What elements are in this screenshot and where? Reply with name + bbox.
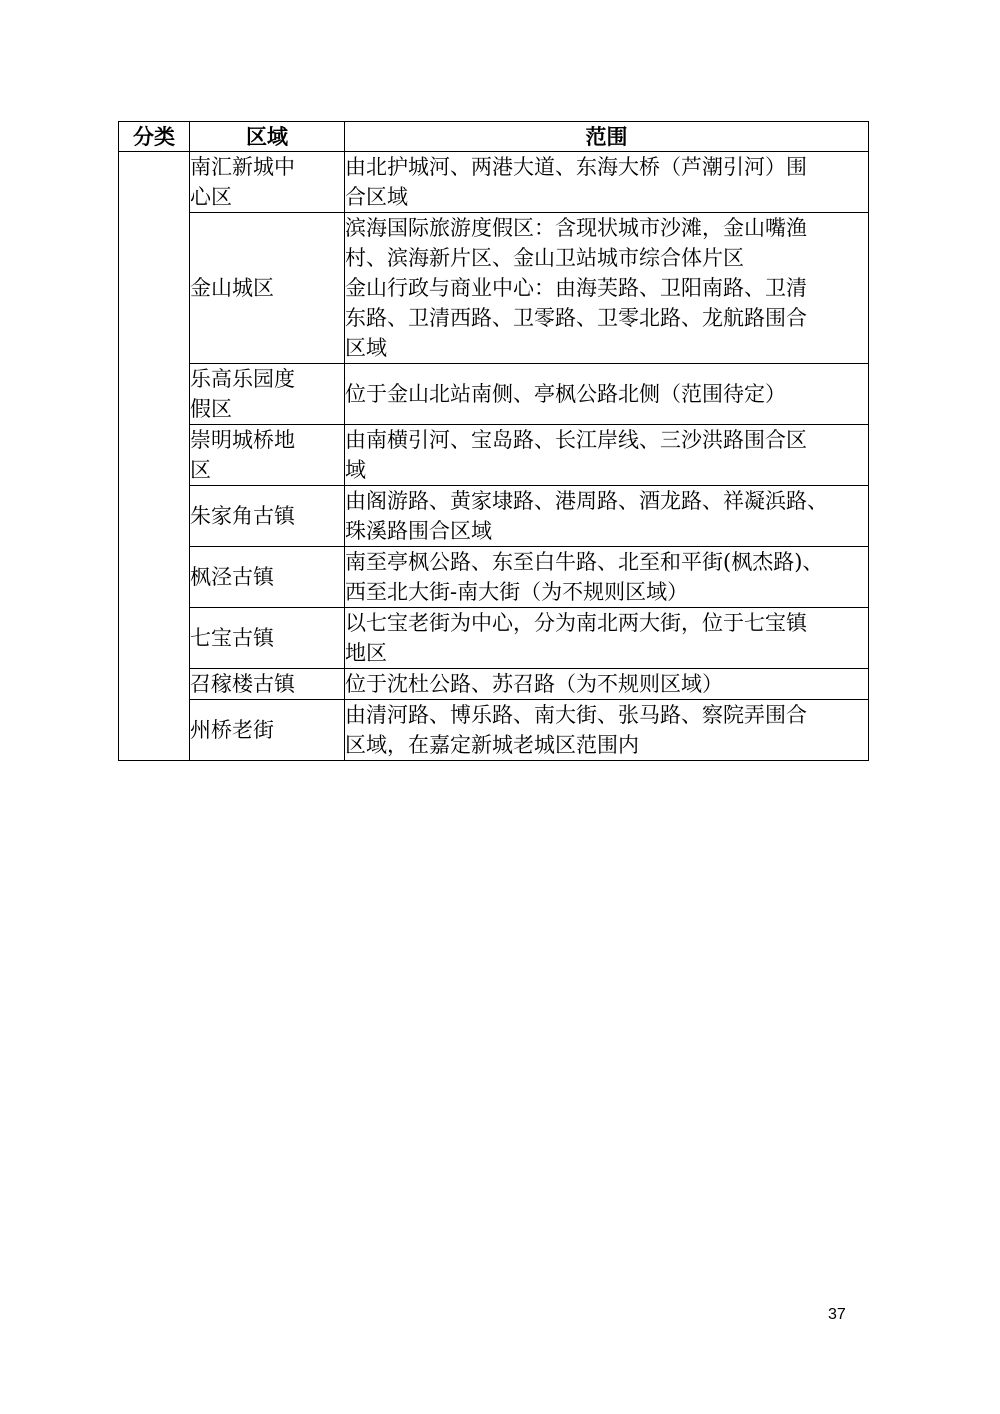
area-line: 心区 bbox=[190, 185, 232, 209]
range-line: 由阁游路、黄家埭路、港周路、酒龙路、祥凝浜路、 bbox=[345, 489, 828, 513]
range-cell bbox=[345, 213, 869, 364]
range-cell bbox=[345, 700, 869, 761]
table-row bbox=[119, 547, 869, 608]
table-row bbox=[119, 425, 869, 486]
area-cell bbox=[190, 669, 345, 700]
range-cell bbox=[345, 152, 869, 213]
table-row bbox=[119, 364, 869, 425]
area-cell bbox=[190, 152, 345, 213]
range-cell bbox=[345, 608, 869, 669]
range-line: 域 bbox=[345, 458, 366, 482]
area-cell bbox=[190, 213, 345, 364]
header-range: 范围 bbox=[345, 122, 869, 152]
area-line: 召稼楼古镇 bbox=[190, 672, 295, 696]
area-cell bbox=[190, 425, 345, 486]
area-cell bbox=[190, 547, 345, 608]
range-cell bbox=[345, 425, 869, 486]
range-line: 滨海国际旅游度假区：含现状城市沙滩，金山嘴渔 bbox=[345, 216, 807, 240]
range-cell bbox=[345, 547, 869, 608]
range-line: 金山行政与商业中心：由海芙路、卫阳南路、卫清 bbox=[345, 276, 807, 300]
range-line: 地区 bbox=[345, 641, 387, 665]
area-line: 枫泾古镇 bbox=[190, 565, 274, 589]
page-number: 37 bbox=[828, 1306, 846, 1323]
range-line: 西至北大街-南大街（为不规则区域） bbox=[345, 580, 689, 604]
category-cell bbox=[119, 152, 190, 761]
area-cell bbox=[190, 486, 345, 547]
area-line: 乐高乐园度 bbox=[190, 367, 295, 391]
range-cell bbox=[345, 364, 869, 425]
area-line: 崇明城桥地 bbox=[190, 428, 295, 452]
range-line: 区域 bbox=[345, 336, 387, 360]
area-line: 区 bbox=[190, 458, 211, 482]
table-header-row bbox=[119, 122, 869, 152]
range-line: 区域，在嘉定新城老城区范围内 bbox=[345, 733, 639, 757]
area-line: 假区 bbox=[190, 397, 232, 421]
area-cell bbox=[190, 364, 345, 425]
range-line: 由北护城河、两港大道、东海大桥（芦潮引河）围 bbox=[345, 155, 807, 179]
table-row bbox=[119, 669, 869, 700]
range-line: 以七宝老街为中心，分为南北两大街，位于七宝镇 bbox=[345, 611, 807, 635]
table-row bbox=[119, 608, 869, 669]
table-row bbox=[119, 486, 869, 547]
range-line: 由清河路、博乐路、南大街、张马路、察院弄围合 bbox=[345, 703, 807, 727]
area-line: 南汇新城中 bbox=[190, 155, 295, 179]
range-line: 南至亭枫公路、东至白牛路、北至和平街(枫杰路)、 bbox=[345, 550, 824, 574]
range-line: 合区域 bbox=[345, 185, 408, 209]
area-line: 七宝古镇 bbox=[190, 626, 274, 650]
table-row bbox=[119, 152, 869, 213]
range-line: 位于沈杜公路、苏召路（为不规则区域） bbox=[345, 672, 723, 696]
range-line: 东路、卫清西路、卫零路、卫零北路、龙航路围合 bbox=[345, 306, 807, 330]
area-line: 朱家角古镇 bbox=[190, 504, 295, 528]
range-line: 由南横引河、宝岛路、长江岸线、三沙洪路围合区 bbox=[345, 428, 807, 452]
header-area: 区域 bbox=[190, 122, 345, 152]
range-line: 位于金山北站南侧、亭枫公路北侧（范围待定） bbox=[345, 382, 786, 406]
range-line: 村、滨海新片区、金山卫站城市综合体片区 bbox=[345, 246, 744, 270]
table-row bbox=[119, 700, 869, 761]
range-cell bbox=[345, 669, 869, 700]
area-line: 州桥老街 bbox=[190, 718, 274, 742]
range-line: 珠溪路围合区域 bbox=[345, 519, 492, 543]
table-row bbox=[119, 213, 869, 364]
area-line: 金山城区 bbox=[190, 276, 274, 300]
area-cell bbox=[190, 608, 345, 669]
table-body bbox=[119, 152, 869, 761]
range-cell bbox=[345, 486, 869, 547]
zone-range-table bbox=[118, 121, 869, 761]
header-category: 分类 bbox=[119, 122, 190, 152]
area-cell bbox=[190, 700, 345, 761]
